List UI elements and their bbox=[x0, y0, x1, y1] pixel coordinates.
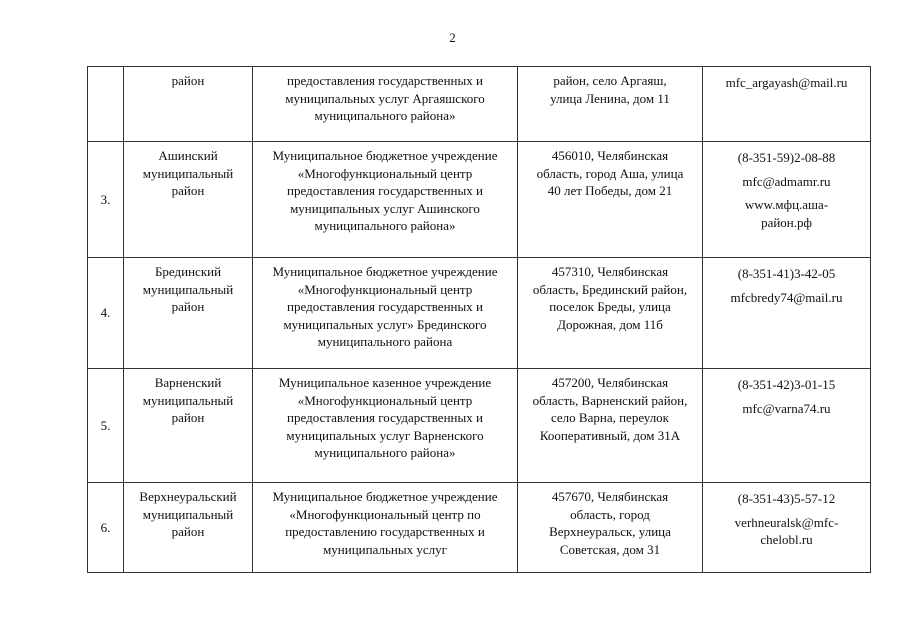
contacts-cell bbox=[703, 369, 871, 483]
row-number-cell bbox=[88, 483, 124, 573]
district-line: район bbox=[171, 524, 205, 539]
contact-line: (8-351-41)3-42-05 bbox=[737, 266, 836, 281]
contact-line: mfc@admamr.ru bbox=[742, 173, 831, 189]
district-line: муниципальный bbox=[142, 165, 234, 181]
organization-line: предоставления государственных и bbox=[287, 410, 483, 425]
organization-line: предоставлению государственных и bbox=[285, 524, 485, 539]
address-line: село Варна, переулок bbox=[550, 410, 669, 425]
contacts-cell bbox=[703, 142, 871, 258]
address-cell bbox=[518, 483, 703, 573]
organization-line: муниципальных услуг Ашинского bbox=[290, 200, 480, 216]
district-line: муниципальный bbox=[142, 506, 234, 522]
table-row bbox=[88, 142, 871, 258]
address-line: область, Варненский район, bbox=[532, 392, 688, 408]
contact-line: (8-351-43)5-57-12 bbox=[737, 491, 836, 506]
contact-line: www.мфц.аша- bbox=[744, 197, 829, 212]
district-line: район bbox=[171, 73, 205, 88]
organization-line: Муниципальное бюджетное учреждение bbox=[272, 148, 498, 163]
district-line: Брединский bbox=[154, 264, 222, 279]
address-line: район, село Аргаяш, bbox=[553, 73, 667, 88]
address-cell bbox=[518, 67, 703, 142]
row-number-cell bbox=[88, 369, 124, 483]
row-number: 6. bbox=[100, 519, 111, 535]
district-line: район bbox=[171, 410, 205, 425]
address-line: область, город bbox=[570, 506, 650, 522]
district-cell bbox=[124, 483, 253, 573]
address-line: Верхнеуральск, улица bbox=[549, 524, 671, 539]
contact-line: verhneuralsk@mfc- bbox=[734, 514, 839, 530]
address-line: 457310, Челябинская bbox=[551, 264, 669, 279]
row-number: 5. bbox=[100, 417, 111, 433]
organization-line: муниципальных услуг» Брединского bbox=[283, 316, 487, 332]
organization-line: муниципальных услуг bbox=[323, 541, 447, 557]
organization-line: Муниципальное бюджетное учреждение bbox=[272, 264, 498, 279]
organization-cell bbox=[253, 483, 518, 573]
address-line: Советская, дом 31 bbox=[559, 541, 661, 557]
mfc-table bbox=[87, 66, 871, 573]
table-row bbox=[88, 483, 871, 573]
organization-line: Муниципальное казенное учреждение bbox=[278, 375, 492, 390]
contact-line: mfcbredy74@mail.ru bbox=[730, 289, 843, 305]
organization-cell bbox=[253, 258, 518, 369]
page-number: 2 bbox=[449, 30, 456, 45]
address-line: поселок Бреды, улица bbox=[549, 299, 671, 314]
organization-cell bbox=[253, 369, 518, 483]
address-line: Кооперативный, дом 31А bbox=[539, 427, 681, 443]
address-line: 457200, Челябинская bbox=[551, 375, 669, 390]
contact-line: mfc@varna74.ru bbox=[742, 400, 831, 416]
contact-line: район.рф bbox=[761, 214, 812, 230]
row-number-cell bbox=[88, 258, 124, 369]
organization-cell bbox=[253, 142, 518, 258]
district-line: район bbox=[171, 183, 205, 198]
district-line: Верхнеуральский bbox=[139, 489, 237, 504]
address-line: 40 лет Победы, дом 21 bbox=[547, 183, 673, 198]
row-number: 3. bbox=[100, 191, 111, 207]
address-line: 456010, Челябинская bbox=[551, 148, 669, 163]
district-line: муниципальный bbox=[142, 281, 234, 297]
district-line: район bbox=[171, 299, 205, 314]
district-cell bbox=[124, 369, 253, 483]
organization-line: предоставления государственных и bbox=[287, 73, 483, 88]
organization-line: «Многофункциональный центр по bbox=[289, 506, 481, 522]
row-number-cell bbox=[88, 67, 124, 142]
address-cell bbox=[518, 142, 703, 258]
table-row bbox=[88, 258, 871, 369]
address-line: улица Ленина, дом 11 bbox=[550, 90, 670, 106]
contact-line: mfc_argayash@mail.ru bbox=[725, 75, 848, 90]
district-cell bbox=[124, 67, 253, 142]
table-row bbox=[88, 369, 871, 483]
organization-line: муниципальных услуг Варненского bbox=[286, 427, 484, 443]
contacts-cell bbox=[703, 67, 871, 142]
organization-cell bbox=[253, 67, 518, 142]
table-row bbox=[88, 67, 871, 142]
organization-line: «Многофункциональный центр bbox=[297, 165, 473, 181]
address-line: Дорожная, дом 11б bbox=[557, 316, 663, 332]
district-cell bbox=[124, 258, 253, 369]
organization-line: муниципальных услуг Аргаяшского bbox=[285, 90, 485, 106]
district-line: Ашинский bbox=[158, 148, 218, 163]
contact-line: chelobl.ru bbox=[760, 532, 813, 547]
organization-line: «Многофункциональный центр bbox=[297, 392, 473, 408]
address-line: 457670, Челябинская bbox=[551, 489, 669, 504]
district-line: муниципальный bbox=[142, 392, 234, 408]
district-line: Варненский bbox=[154, 375, 222, 390]
address-line: область, город Аша, улица bbox=[536, 165, 684, 181]
address-cell bbox=[518, 369, 703, 483]
organization-line: муниципального района» bbox=[314, 218, 456, 233]
contacts-cell bbox=[703, 258, 871, 369]
organization-line: Муниципальное бюджетное учреждение bbox=[272, 489, 498, 504]
address-line: область, Брединский район, bbox=[532, 281, 688, 297]
row-number-cell bbox=[88, 142, 124, 258]
organization-line: предоставления государственных и bbox=[287, 183, 483, 198]
district-cell bbox=[124, 142, 253, 258]
contacts-cell bbox=[703, 483, 871, 573]
contact-line: (8-351-59)2-08-88 bbox=[737, 150, 836, 165]
row-number: 4. bbox=[100, 305, 111, 321]
contact-line: (8-351-42)3-01-15 bbox=[737, 377, 836, 392]
organization-line: муниципального района bbox=[317, 334, 453, 349]
organization-line: муниципального района» bbox=[314, 445, 456, 460]
organization-line: муниципального района» bbox=[314, 108, 456, 123]
organization-line: предоставления государственных и bbox=[287, 299, 483, 314]
organization-line: «Многофункциональный центр bbox=[297, 281, 473, 297]
address-cell bbox=[518, 258, 703, 369]
